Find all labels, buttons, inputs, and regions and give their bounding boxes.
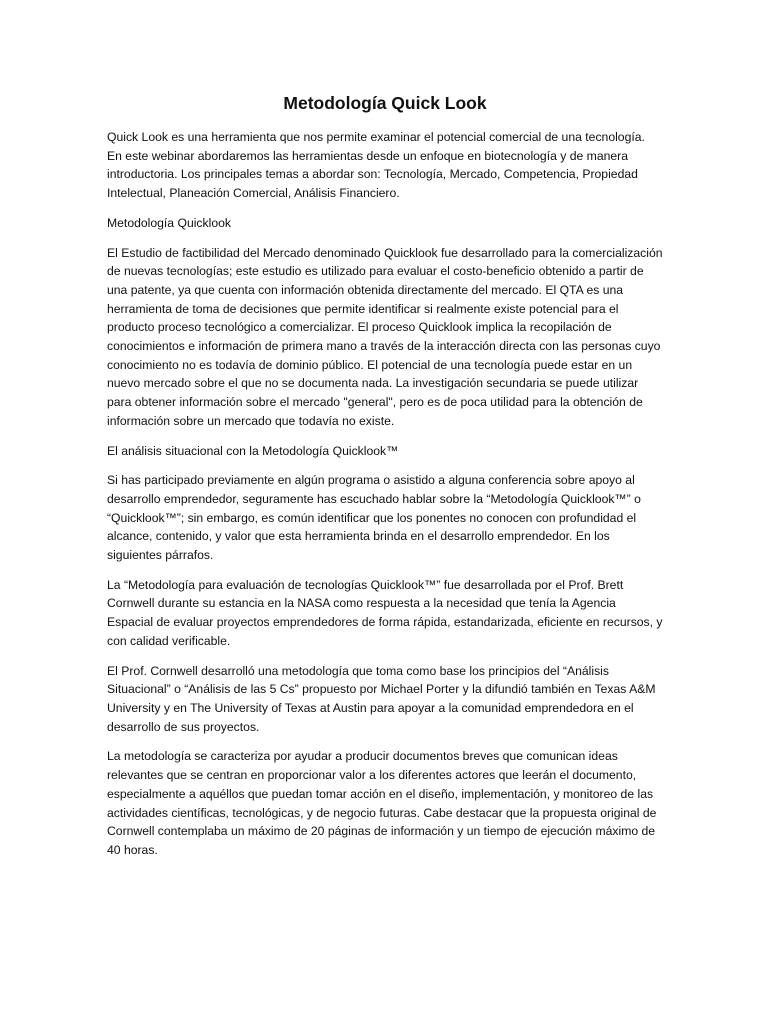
document-body: [107, 92, 663, 871]
document-title: Metodología Quick Look: [283, 93, 487, 113]
paragraph-methodology-characteristics: La metodología se caracteriza por ayudar a producir documentos breves que comunican ideas relevantes que se centran en proporcionar valor a los diferentes actores que leerán el documento, especialmente a aquéllos que puedan tomar acción en el diseño, implementación, y monitoreo de las actividades científicas, tecnológicas, y de negocio futuras. Cabe destacar que la propuesta original de Cornwell contemplaba un máximo de 20 páginas de información y un tiempo de ejecución máximo de 40 horas.: [107, 749, 657, 857]
paragraph-methodology-origin: La “Metodología para evaluación de tecnologías Quicklook™” fue desarrollada por el Prof. Brett Cornwell durante su estancia en la NASA como respuesta a la necesidad que tenía la Agencia Espacial de evaluar proyectos emprendedores de forma rápida, estandarizada, eficiente en recursos, y con calidad verificable.: [107, 577, 663, 648]
section-paragraph-quicklook: El Estudio de factibilidad del Mercado denominado Quicklook fue desarrollado para la comercialización de nuevas tecnologías; este estudio es utilizado para evaluar el costo-beneficio obtenido a partir de una patente, ya que cuenta con información obtenida directamente del mercado. El QTA es una herramienta de toma de decisiones que permite identificar si realmente existe potencial para el producto proceso tecnológico a comercializar. El proceso Quicklook implica la recopilación de conocimientos e información de primera mano a través de la interacción directa con las personas cuyo conocimiento no es todavía de dominio público. El potencial de una tecnología puede estar en un nuevo mercado sobre el que no se documenta nada. La investigación secundaria se puede utilizar para obtener información sobre el mercado "general", pero es de poca utilidad para la obtención de información sobre un mercado que todavía no existe.: [107, 245, 663, 428]
intro-paragraph: Quick Look es una herramienta que nos permite examinar el potencial comercial de una tecnología. En este webinar abordaremos las herramientas desde un enfoque en biotecnología y de manera introductoria. Los principales temas a abordar son: Tecnología, Mercado, Competencia, Propiedad Intelectual, Planeación Comercial, Análisis Financiero.: [107, 130, 645, 201]
section-heading-quicklook: Metodología Quicklook: [107, 215, 231, 230]
paragraph-program-experience: Si has participado previamente en algún programa o asistido a alguna conferencia sobre apoyo al desarrollo emprendedor, seguramente has escuchado hablar sobre la “Metodología Quicklook™” o “Quicklook™”; sin embargo, es común identificar que los ponentes no conocen con profundidad el alcance, contenido, y valor que esta herramienta brinda en el desarrollo emprendedor. En los siguientes párrafos.: [107, 473, 641, 563]
section-heading-situational-analysis: El análisis situacional con la Metodología Quicklook™: [107, 443, 399, 458]
paragraph-cornwell-method: El Prof. Cornwell desarrolló una metodología que toma como base los principios del “Análisis Situacional” o “Análisis de las 5 Cs” propuesto por Michael Porter y la difundió también en Texas A&M University y en The University of Texas at Austin para apoyar a la comunidad emprendedora en el desarrollo de sus proyectos.: [107, 663, 656, 734]
